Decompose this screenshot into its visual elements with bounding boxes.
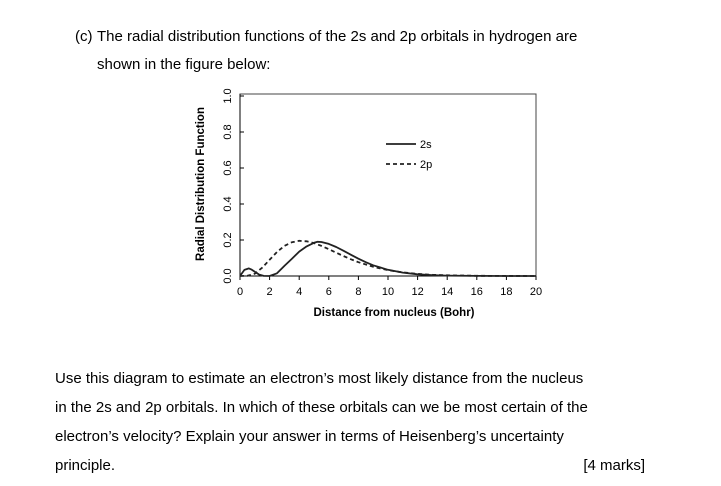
question-body-line-4: principle. [55, 457, 116, 474]
x-tick-label: 6 [325, 286, 332, 298]
x-tick-label: 16 [470, 286, 483, 298]
question-body-line-1: Use this diagram to estimate an electron’s most likely distance from the nucleus [55, 370, 584, 387]
marks-label: [4 marks] [583, 457, 645, 474]
series-line-2p [240, 241, 536, 276]
question-intro-line-2: shown in the figure below: [97, 56, 271, 73]
plot-frame [240, 94, 536, 276]
x-tick-label: 8 [355, 286, 362, 298]
y-tick-label: 0.4 [222, 196, 234, 212]
question-intro-line-1: The radial distribution functions of the 2s and 2p orbitals in hydrogen are [97, 28, 578, 45]
y-tick-label: 1.0 [222, 88, 234, 104]
y-tick-label: 0.6 [222, 160, 234, 176]
y-tick-label: 0.2 [222, 232, 234, 248]
x-tick-label: 10 [381, 286, 395, 298]
x-tick-label: 0 [236, 286, 244, 298]
legend-label-2p: 2p [420, 159, 433, 171]
question-label: (c) [75, 28, 93, 45]
legend-label-2s: 2s [420, 139, 432, 151]
y-tick-label: 0.8 [222, 124, 234, 140]
x-tick-label: 4 [296, 286, 303, 298]
x-tick-label: 20 [529, 286, 543, 298]
question-body-line-3: electron’s velocity? Explain your answer in terms of Heisenberg’s uncertainty [55, 428, 564, 445]
x-tick-label: 18 [500, 286, 513, 298]
radial-distribution-chart [180, 84, 560, 324]
x-axis-title: Distance from nucleus (Bohr) [313, 307, 475, 319]
x-tick-label: 14 [441, 286, 454, 298]
x-tick-label: 2 [266, 286, 273, 298]
series-line-2s [240, 242, 536, 276]
x-tick-label: 12 [411, 286, 424, 298]
y-tick-label: 0.0 [222, 268, 234, 284]
question-body-line-2: in the 2s and 2p orbitals. In which of these orbitals can we be most certain of the [55, 399, 588, 416]
y-axis-title: Radial Distribution Function [195, 107, 207, 261]
